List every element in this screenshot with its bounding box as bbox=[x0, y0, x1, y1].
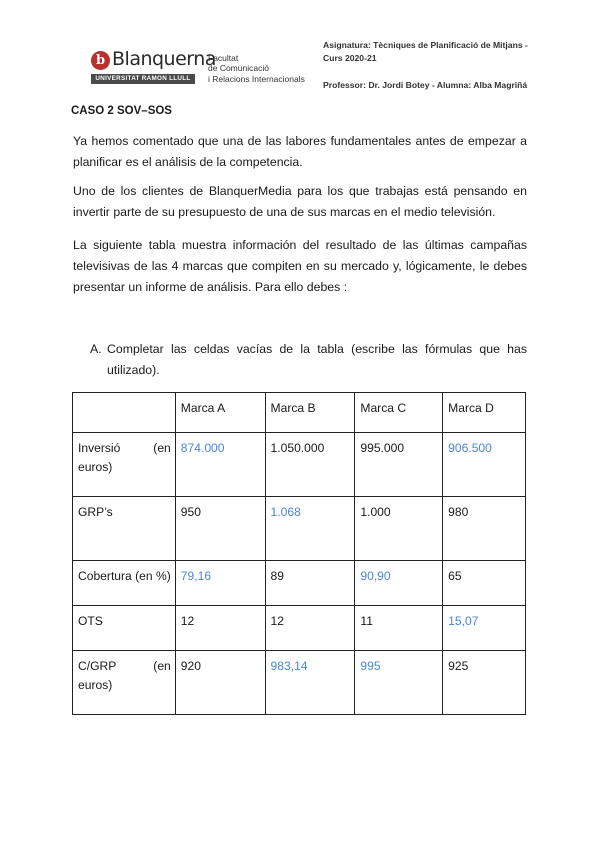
faculty-line: de Comunicació bbox=[208, 63, 269, 74]
header-empty-cell bbox=[73, 393, 176, 433]
course-info bbox=[323, 39, 533, 92]
column-header: Marca B bbox=[265, 393, 355, 433]
table-row-cobertura bbox=[73, 561, 526, 606]
competitor-table bbox=[72, 392, 526, 715]
institution-logo bbox=[91, 49, 321, 85]
table-cell: 1.068 bbox=[265, 497, 355, 561]
table-row-cgrp bbox=[73, 651, 526, 715]
table-cell: 65 bbox=[443, 561, 526, 606]
table-cell: 79,16 bbox=[175, 561, 265, 606]
paragraph-intro: Ya hemos comentado que una de las labores fundamentales antes de empezar a planificar es el análisis de la competencia. bbox=[73, 134, 527, 169]
logo-name: Blanquerna bbox=[112, 48, 216, 70]
column-header: Marca A bbox=[175, 393, 265, 433]
table-row-grps bbox=[73, 497, 526, 561]
table-cell: 920 bbox=[175, 651, 265, 715]
table-cell: 12 bbox=[265, 606, 355, 651]
table-cell: 995.000 bbox=[355, 433, 443, 497]
course-year: Curs 2020-21 bbox=[323, 53, 377, 63]
task-text: Completar las celdas vacías de la tabla (escribe las fórmulas que has utilizado). bbox=[107, 342, 527, 377]
faculty-name bbox=[208, 53, 305, 84]
column-header: Marca D bbox=[443, 393, 526, 433]
table-header-row bbox=[73, 393, 526, 433]
subject-line: Asignatura: Tècniques de Planificació de Mitjans - bbox=[323, 40, 528, 50]
table-cell: 1.000 bbox=[355, 497, 443, 561]
table-cell: 906.500 bbox=[443, 433, 526, 497]
table-cell: 874.000 bbox=[175, 433, 265, 497]
table-cell: 995 bbox=[355, 651, 443, 715]
table-cell: 983,14 bbox=[265, 651, 355, 715]
table-cell: 950 bbox=[175, 497, 265, 561]
row-label: OTS bbox=[73, 606, 176, 651]
row-label: Cobertura (en %) bbox=[73, 561, 176, 606]
table-cell: 980 bbox=[443, 497, 526, 561]
table-cell: 89 bbox=[265, 561, 355, 606]
table-cell: 12 bbox=[175, 606, 265, 651]
case-title: CASO 2 SOV–SOS bbox=[71, 105, 172, 117]
table-cell: 11 bbox=[355, 606, 443, 651]
faculty-line: Facultat bbox=[208, 53, 239, 63]
table-row-ots bbox=[73, 606, 526, 651]
task-item-a bbox=[90, 339, 527, 381]
faculty-line: i Relacions Internacionals bbox=[208, 73, 305, 84]
column-header: Marca C bbox=[355, 393, 443, 433]
professor-line: Professor: Dr. Jordi Botey - Alumna: Alba Magriñá bbox=[323, 80, 528, 90]
paragraph-table-intro: La siguiente tabla muestra información del resultado de las últimas campañas televisivas de las 4 marcas que compiten en su mercado y, lógicamente, le debes presentar un informe de análisis. Para ello debes : bbox=[73, 238, 527, 294]
row-label: Inversió (en euros) bbox=[73, 433, 176, 497]
row-label: GRP’s bbox=[73, 497, 176, 561]
table-cell: 925 bbox=[443, 651, 526, 715]
row-label: C/GRP (en euros) bbox=[73, 651, 176, 715]
table-cell: 1.050.000 bbox=[265, 433, 355, 497]
task-letter: A. bbox=[90, 342, 102, 356]
table-row-inversion bbox=[73, 433, 526, 497]
paragraph-client: Uno de los clientes de BlanquerMedia para los que trabajas está pensando en invertir parte de su presupuesto de una de sus marcas en el medio televisión. bbox=[73, 184, 527, 219]
logo-subtitle: UNIVERSITAT RAMON LLULL bbox=[91, 74, 195, 84]
table-cell: 15,07 bbox=[443, 606, 526, 651]
logo-mark: b bbox=[91, 51, 110, 70]
table-cell: 90,90 bbox=[355, 561, 443, 606]
